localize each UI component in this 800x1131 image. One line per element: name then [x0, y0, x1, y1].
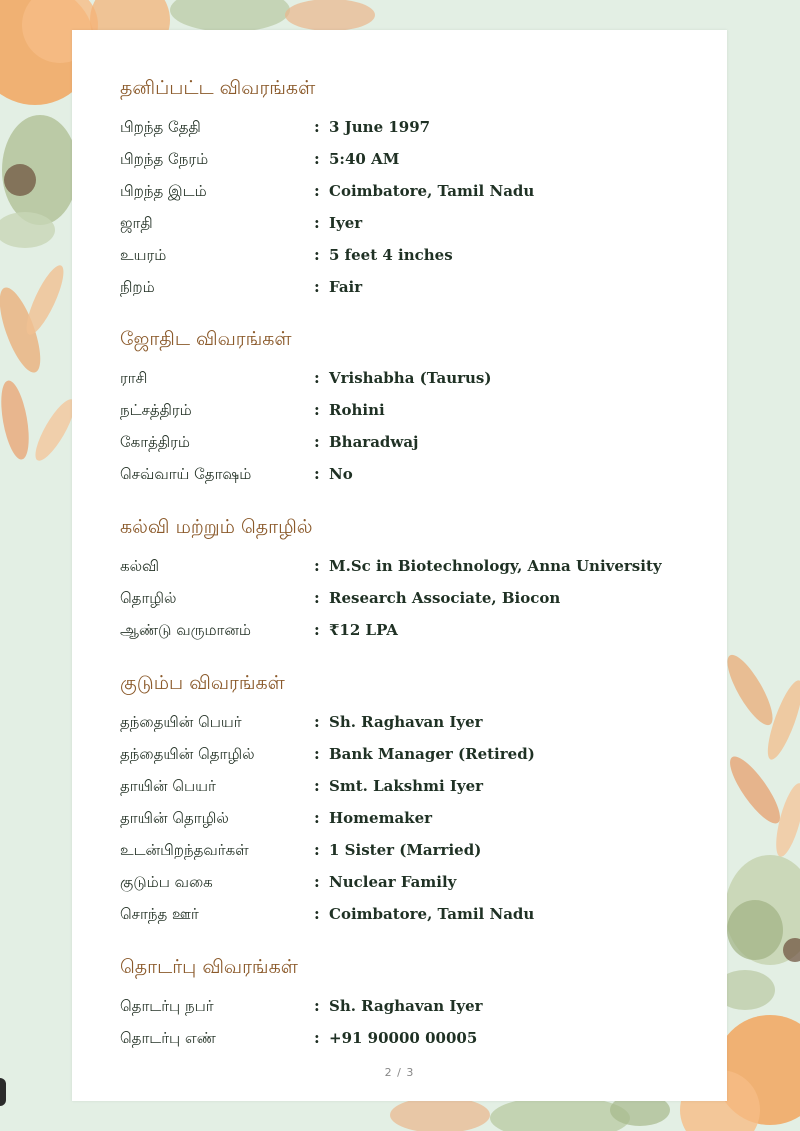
detail-row — [120, 550, 700, 582]
detail-value: Bank Manager (Retired) — [329, 745, 535, 763]
detail-value: Sh. Raghavan Iyer — [329, 713, 483, 731]
section-title: கல்வி மற்றும் தொழில் — [120, 516, 313, 538]
detail-row — [120, 706, 700, 738]
detail-row — [120, 866, 700, 898]
detail-label: தொழில் — [120, 589, 177, 607]
detail-label: செவ்வாய் தோஷம் — [120, 465, 252, 483]
detail-label: ஜாதி — [120, 214, 153, 232]
separator: : — [314, 432, 320, 451]
detail-label: குடும்ப வகை — [120, 873, 213, 891]
detail-row — [120, 239, 700, 271]
separator: : — [314, 149, 320, 168]
detail-row — [120, 111, 700, 143]
section-personal-details — [120, 72, 700, 303]
detail-row — [120, 582, 700, 614]
detail-label: சொந்த ஊர் — [120, 905, 199, 923]
detail-row — [120, 207, 700, 239]
detail-label: தந்தையின் பெயர் — [120, 713, 242, 731]
separator: : — [314, 181, 320, 200]
detail-label: உயரம் — [120, 246, 167, 264]
detail-label: தந்தையின் தொழில் — [120, 745, 255, 763]
separator: : — [314, 245, 320, 264]
section-contact-details — [120, 951, 700, 1054]
separator: : — [314, 996, 320, 1015]
detail-value: Iyer — [329, 214, 363, 232]
detail-value: Vrishabha (Taurus) — [329, 369, 492, 387]
detail-label: தாயின் பெயர் — [120, 777, 216, 795]
separator: : — [314, 588, 320, 607]
section-title: தனிப்பட்ட விவரங்கள் — [120, 77, 316, 99]
detail-row — [120, 394, 700, 426]
separator: : — [314, 808, 320, 827]
detail-label: தொடர்பு நபர் — [120, 997, 214, 1015]
separator: : — [314, 368, 320, 387]
separator: : — [314, 840, 320, 859]
separator: : — [314, 277, 320, 296]
section-education-career — [120, 511, 700, 646]
detail-label: நிறம் — [120, 278, 155, 296]
section-title: தொடர்பு விவரங்கள் — [120, 956, 298, 978]
detail-row — [120, 1022, 700, 1054]
detail-label: பிறந்த இடம் — [120, 182, 207, 200]
separator: : — [314, 620, 320, 639]
separator: : — [314, 1028, 320, 1047]
detail-row — [120, 990, 700, 1022]
detail-label: தாயின் தொழில் — [120, 809, 229, 827]
detail-value: Nuclear Family — [329, 873, 457, 891]
detail-row — [120, 426, 700, 458]
detail-value: M.Sc in Biotechnology, Anna University — [329, 557, 662, 575]
detail-value: +91 90000 00005 — [329, 1029, 478, 1047]
detail-value: 5 feet 4 inches — [329, 246, 453, 264]
detail-label: தொடர்பு எண் — [120, 1029, 216, 1047]
scroll-handle[interactable] — [0, 1078, 6, 1106]
detail-value: Coimbatore, Tamil Nadu — [329, 905, 535, 923]
detail-row — [120, 271, 700, 303]
detail-value: Fair — [329, 278, 363, 296]
section-title: ஜோதிட விவரங்கள் — [120, 328, 292, 350]
separator: : — [314, 556, 320, 575]
detail-value: Bharadwaj — [329, 433, 419, 451]
detail-row — [120, 143, 700, 175]
detail-row — [120, 834, 700, 866]
detail-label: பிறந்த நேரம் — [120, 150, 209, 168]
detail-row — [120, 898, 700, 930]
section-family-details — [120, 667, 700, 930]
detail-value: Homemaker — [329, 809, 433, 827]
detail-label: ராசி — [120, 369, 148, 387]
section-astrology-details — [120, 323, 700, 490]
separator: : — [314, 744, 320, 763]
separator: : — [314, 400, 320, 419]
detail-label: ஆண்டு வருமானம் — [120, 621, 251, 639]
detail-row — [120, 458, 700, 490]
separator: : — [314, 464, 320, 483]
detail-value: Research Associate, Biocon — [329, 589, 561, 607]
detail-row — [120, 362, 700, 394]
detail-label: நட்சத்திரம் — [120, 401, 192, 419]
detail-value: ₹12 LPA — [329, 621, 398, 639]
separator: : — [314, 712, 320, 731]
separator: : — [314, 904, 320, 923]
detail-label: பிறந்த தேதி — [120, 118, 201, 136]
detail-row — [120, 802, 700, 834]
document-page — [72, 30, 727, 1101]
detail-value: Sh. Raghavan Iyer — [329, 997, 483, 1015]
page-number: 2 / 3 — [384, 1066, 415, 1079]
detail-label: உடன்பிறந்தவர்கள் — [120, 841, 249, 859]
separator: : — [314, 776, 320, 795]
detail-row — [120, 770, 700, 802]
detail-value: 3 June 1997 — [329, 118, 431, 136]
detail-value: Rohini — [329, 401, 385, 419]
section-title: குடும்ப விவரங்கள் — [120, 672, 285, 694]
detail-label: கோத்திரம் — [120, 433, 190, 451]
detail-value: Smt. Lakshmi Iyer — [329, 777, 484, 795]
separator: : — [314, 872, 320, 891]
detail-row — [120, 738, 700, 770]
separator: : — [314, 117, 320, 136]
detail-value: No — [329, 465, 353, 483]
detail-label: கல்வி — [120, 557, 160, 575]
separator: : — [314, 213, 320, 232]
detail-value: Coimbatore, Tamil Nadu — [329, 182, 535, 200]
detail-row — [120, 614, 700, 646]
detail-value: 5:40 AM — [329, 150, 400, 168]
detail-row — [120, 175, 700, 207]
detail-value: 1 Sister (Married) — [329, 841, 482, 859]
